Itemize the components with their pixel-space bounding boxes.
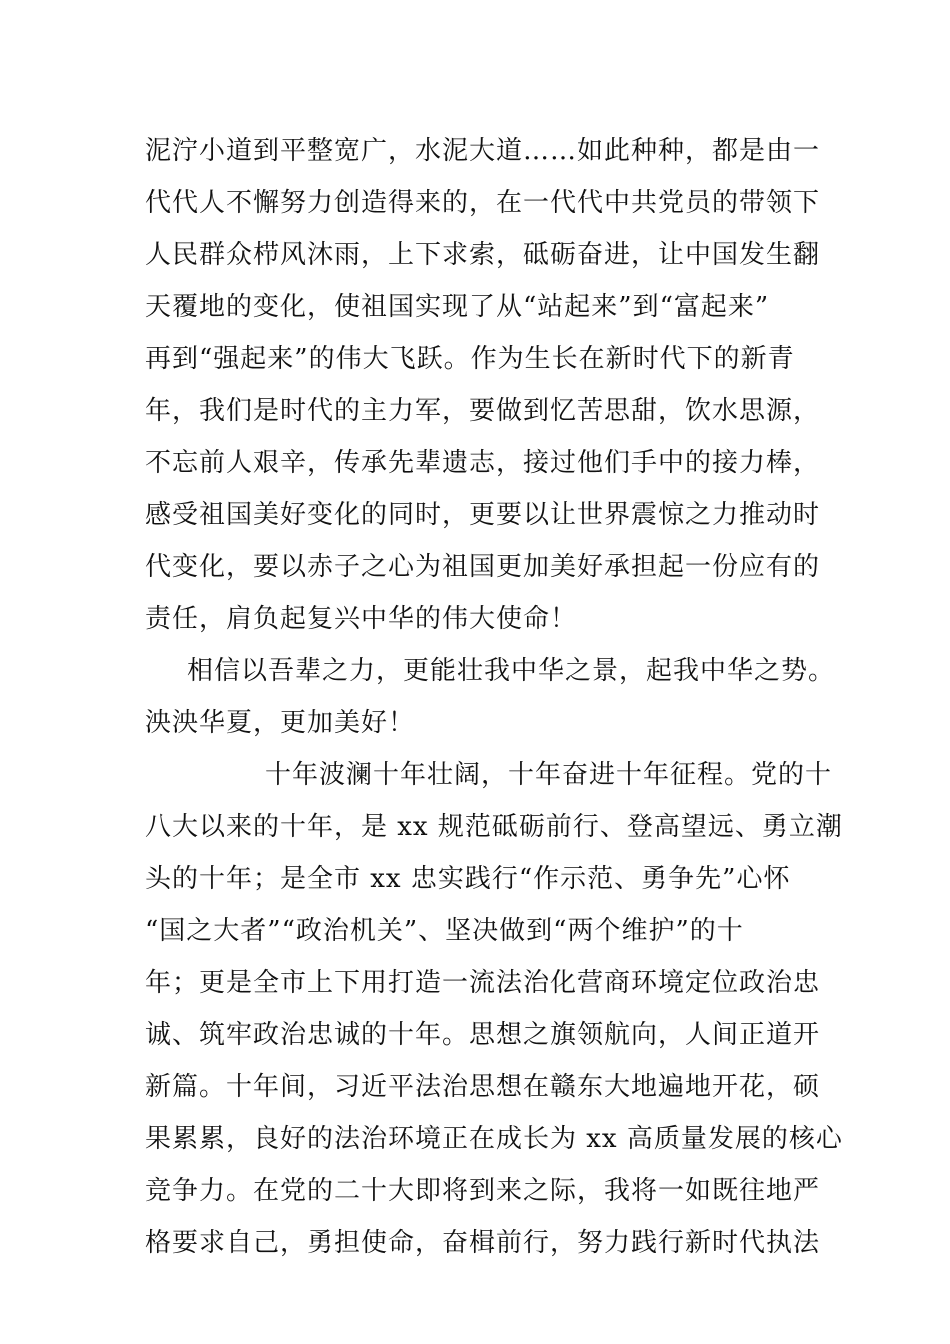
document-body [145,125,843,1269]
text-line: 感受祖国美好变化的同时，更要以让世界震惊之力推动时 [145,500,821,530]
text-line: 年，我们是时代的主力军，要做到忆苦思甜，饮水思源， [145,396,821,426]
text-line: 人民群众栉风沐雨，上下求索，砥砺奋进，让中国发生翻 [145,240,821,270]
text-line: 新篇。十年间，习近平法治思想在赣东大地遍地开花，硕 [145,1072,821,1102]
text-line: 相信以吾辈之力，更能壮我中华之景，起我中华之势。 [187,656,836,686]
text-line: 十年波澜十年壮阔，十年奋进十年征程。党的十 [265,760,833,790]
text-line: 泥泞小道到平整宽广，水泥大道……如此种种，都是由一 [145,136,821,166]
text-line: 天覆地的变化，使祖国实现了从“站起来”到“富起来” [145,292,770,322]
text-line: 代变化，要以赤子之心为祖国更加美好承担起一份应有的 [145,552,821,582]
text-line: “国之大者”“政治机关”、坚决做到“两个维护”的十 [145,916,744,946]
text-line: 头的十年；是全市 xx 忠实践行“作示范、勇争先”心怀 [145,864,791,894]
paragraph-2 [145,645,836,749]
text-line: 年；更是全市上下用打造一流法治化营商环境定位政治忠 [145,968,821,998]
text-line: 代代人不懈努力创造得来的，在一代代中共党员的带领下 [145,188,821,218]
text-line: 责任，肩负起复兴中华的伟大使命！ [145,604,578,634]
text-line: 八大以来的十年，是 xx 规范砥砺前行、登高望远、勇立潮 [145,812,843,842]
text-line: 竞争力。在党的二十大即将到来之际，我将一如既往地严 [145,1176,821,1206]
text-line: 再到“强起来”的伟大飞跃。作为生长在新时代下的新青 [145,344,795,374]
text-line: 格要求自己，勇担使命，奋楫前行，努力践行新时代执法 [145,1228,821,1258]
text-line: 果累累，良好的法治环境正在成长为 xx 高质量发展的核心 [145,1124,843,1154]
text-line: 泱泱华夏，更加美好！ [145,708,416,738]
text-line: 诚、筑牢政治忠诚的十年。思想之旗领航向，人间正道开 [145,1020,821,1050]
text-line: 不忘前人艰辛，传承先辈遗志，接过他们手中的接力棒， [145,448,821,478]
paragraph-3 [145,749,843,1269]
paragraph-1 [145,125,821,645]
